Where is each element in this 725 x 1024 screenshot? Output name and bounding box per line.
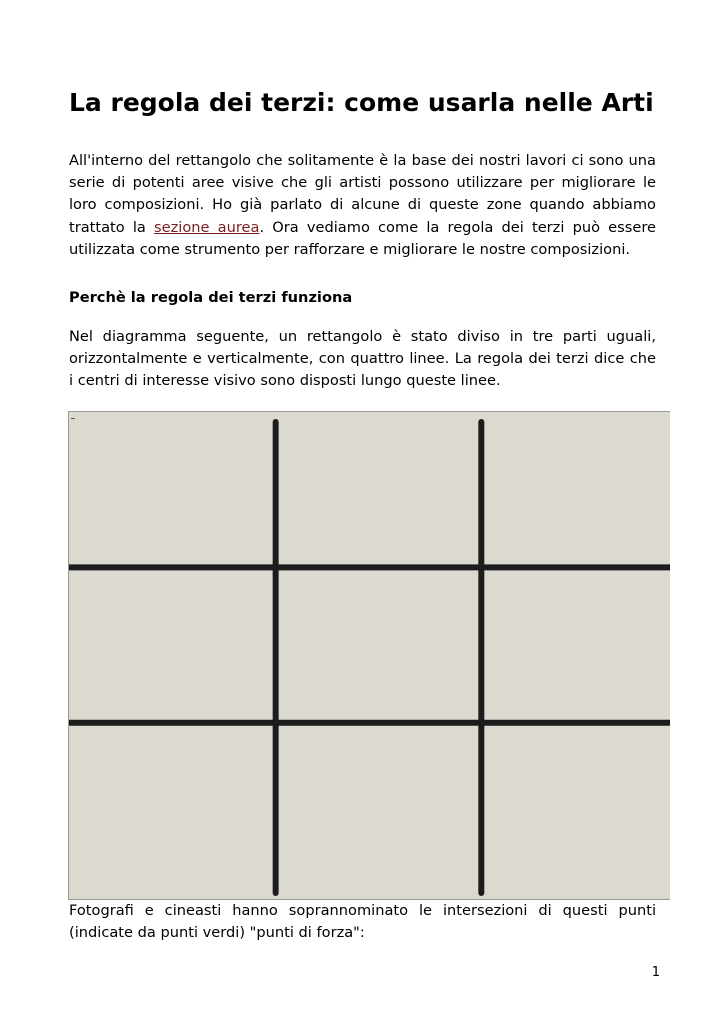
diagram-description-paragraph: Nel diagramma seguente, un rettangolo è stato diviso in tre parti uguali, orizzontalmente e verticalmente, con quattro linee. La regola dei terzi dice che i centri di interesse visivo sono disposti lungo queste linee. [69,328,656,390]
rule-of-thirds-diagram [68,411,670,900]
intro-text-end: . Ora vediamo come la regola dei terzi può essere utilizzata come strumento per rafforzare e migliorare le nostre composizioni. [69,218,656,258]
section-heading: Perchè la regola dei terzi funziona [69,289,353,306]
power-points-paragraph: Fotografi e cineasti hanno soprannominato le intersezioni di questi punti (indicate da punti verdi) "punti di forza": [69,902,656,942]
intro-paragraph [69,150,656,261]
page-number: 1 [651,965,660,980]
sezione-aurea-link[interactable]: sezione aurea [154,218,260,236]
intro-text-start: All'interno del rettangolo che solitamente è la base dei nostri lavori ci sono una serie di potenti aree visive che gli artisti possono utilizzare per migliorare le loro composizioni. Ho già parlato di alcune di queste zone quando abbiamo trattato la [69,152,656,236]
thirds-grid-svg [69,412,670,899]
page-title: La regola dei terzi: come usarla nelle Arti [69,88,654,117]
